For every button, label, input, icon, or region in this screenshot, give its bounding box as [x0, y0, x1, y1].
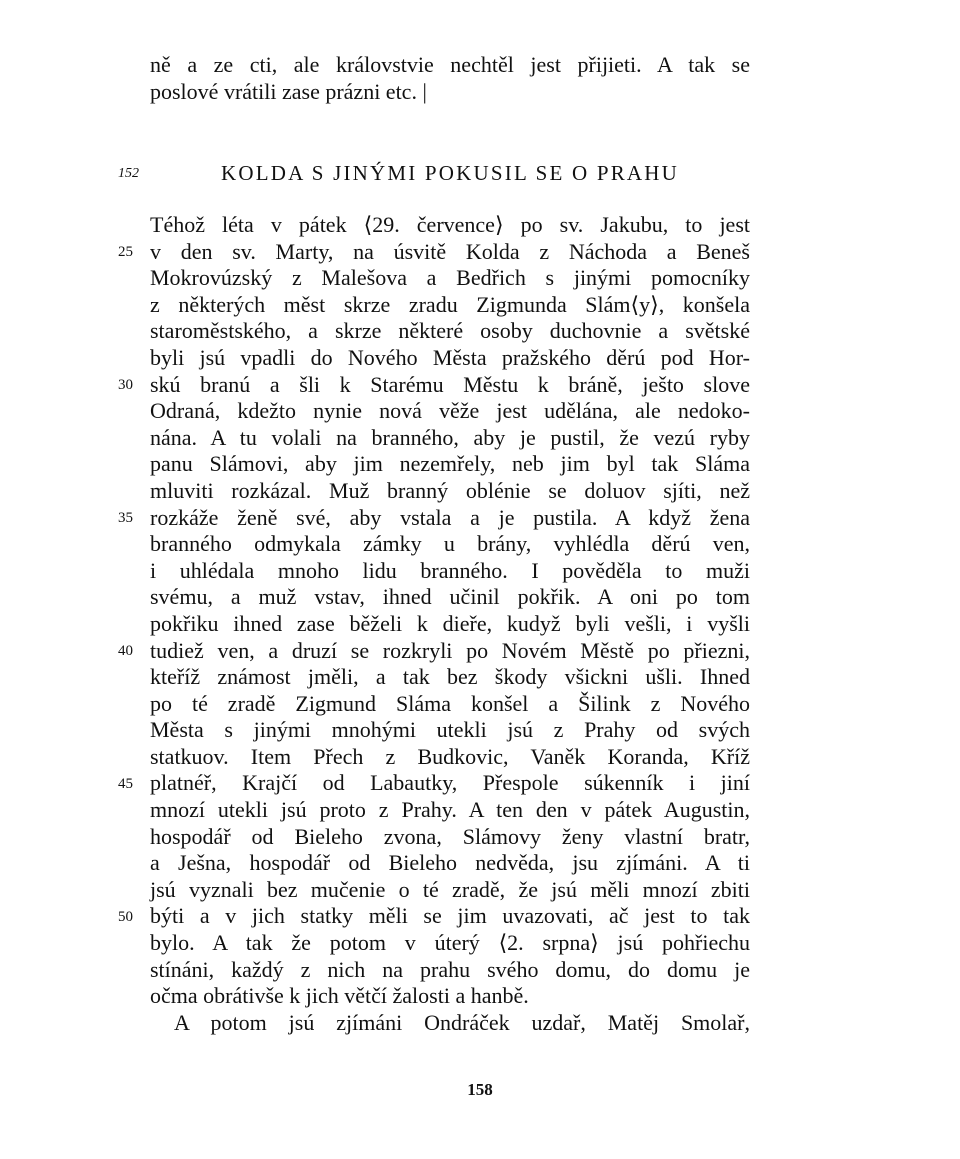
- text-line: býti a v jich statky měli se jim uvazovati, ač jest to tak: [150, 903, 750, 929]
- text-line: bylo. A tak že potom v úterý ⟨2. srpna⟩ jsú pohřiechu: [150, 930, 750, 956]
- text-line: A potom jsú zjímáni Ondráček uzdař, Matěj Smolař,: [174, 1009, 750, 1035]
- text-line: Odraná, kdežto nynie nová věže jest udělána, ale nedoko-: [150, 398, 750, 424]
- text-line: po té zradě Zigmund Sláma konšel a Šilink z Nového: [150, 690, 750, 716]
- text-line: branného odmykala zámky u brány, vyhlédla děrú ven,: [150, 531, 750, 557]
- text-line: Mokrovúzský z Malešova a Bedřich s jinými pomocníky: [150, 265, 750, 291]
- text-line: z některých měst skrze zradu Zigmunda Slám⟨y⟩, konšela: [150, 291, 750, 317]
- text-line: pokřiku ihned zase běželi k dieře, kudyž byli vešli, i vyšli: [150, 610, 750, 636]
- text-line: byli jsú vpadli do Nového Města pražského děrú pod Hor-: [150, 344, 750, 370]
- text-line: kteříž známost jměli, a tak bez škody všickni ušli. Ihned: [150, 664, 750, 690]
- text-line: staroměstského, a skrze některé osoby duchovnie a světské: [150, 318, 750, 344]
- text-line: jsú vyznali bez mučenie o té zradě, že jsú měli mnozí zbiti: [150, 876, 750, 902]
- text-line: očma obrátivše k jich větčí žalosti a hanbě.: [150, 983, 529, 1009]
- line-number: 50: [118, 908, 133, 925]
- text-line: platnéř, Krajčí od Labautky, Přespole súkenník i jiní: [150, 770, 750, 796]
- margin-reference-number: 152: [118, 166, 139, 181]
- text-line: rozkáže ženě své, aby vstala a je pustila. A když žena: [150, 504, 750, 530]
- page-number: 158: [467, 1080, 493, 1099]
- line-number: 35: [118, 509, 133, 526]
- line-number: 30: [118, 376, 133, 393]
- text-line: tudiež ven, a druzí se rozkryli po Novém Městě po přiezni,: [150, 637, 750, 663]
- line-number: 45: [118, 775, 133, 792]
- text-line: hospodář od Bieleho zvona, Slámovy ženy vlastní bratr,: [150, 823, 750, 849]
- text-line: Města s jinými mnohými utekli jsú z Prahy od svých: [150, 717, 750, 743]
- text-line: mluviti rozkázal. Muž branný oblénie se doluov sjíti, než: [150, 477, 750, 503]
- text-line: panu Slámovi, aby jim nezemřely, neb jim byl tak Sláma: [150, 451, 750, 477]
- text-line: Téhož léta v pátek ⟨29. července⟩ po sv. Jakubu, to jest: [150, 212, 750, 237]
- text-line: ně a ze cti, ale královstvie nechtěl jest přijieti. A tak se: [150, 52, 750, 77]
- text-line: a Ješna, hospodář od Bieleho nedvěda, jsu zjímáni. A ti: [150, 850, 750, 876]
- body-paragraph: [150, 212, 750, 1036]
- text-line: mnozí utekli jsú proto z Prahy. A ten den v pátek Augustin,: [150, 797, 750, 823]
- text-line: i uhlédala mnoho lidu branného. I pověděla to muži: [150, 557, 750, 583]
- section-heading: KOLDA S JINÝMI POKUSIL SE O PRAHU: [220, 161, 680, 185]
- text-line: poslové vrátili zase prázni etc. |: [150, 78, 427, 104]
- line-number: 25: [118, 243, 133, 260]
- text-line: statkuov. Item Přech z Budkovic, Vaněk Koranda, Kříž: [150, 743, 750, 769]
- text-line: skú branú a šli k Starému Městu k bráně, ješto slove: [150, 371, 750, 397]
- text-line: v den sv. Marty, na úsvitě Kolda z Náchoda a Beneš: [150, 238, 750, 264]
- continuation-paragraph: [150, 52, 750, 105]
- text-line: nána. A tu volali na branného, aby je pustil, že vezú ryby: [150, 424, 750, 450]
- line-number: 40: [118, 642, 133, 659]
- text-line: svému, a muž vstav, ihned učinil pokřik. A oni po tom: [150, 584, 750, 610]
- text-line: stínáni, každý z nich na prahu svého domu, do domu je: [150, 956, 750, 982]
